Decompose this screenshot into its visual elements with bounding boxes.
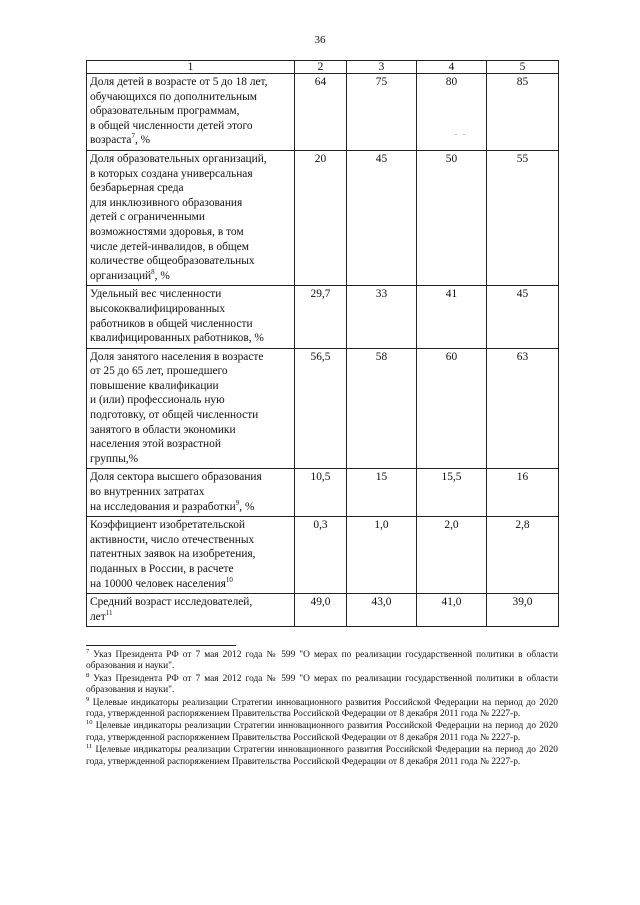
indicator-value: 33 — [347, 286, 417, 348]
indicator-label-line: работников в общей численности — [90, 317, 253, 330]
table-row — [87, 348, 559, 469]
indicator-label-line: Доля образовательных организаций, — [90, 152, 267, 165]
indicator-label-line: группы,% — [90, 452, 139, 465]
indicator-value: 15 — [347, 469, 417, 517]
column-header: 3 — [347, 61, 417, 74]
table-row — [87, 469, 559, 517]
footnote — [86, 721, 558, 744]
scan-speck — [455, 134, 457, 135]
indicator-value: 20 — [295, 150, 347, 285]
indicator-label-line: квалифицированных работников, % — [90, 332, 264, 345]
indicator-unit: , % — [154, 269, 170, 282]
footnote-ref: 9 — [235, 498, 240, 507]
indicator-label-line: в которых создана универсальная — [90, 167, 253, 180]
indicator-label-line: Доля занятого населения в возрасте — [90, 350, 264, 363]
indicator-label-line: образовательным программам, — [90, 105, 240, 118]
indicator-label-line: поданных в России, в расчете — [90, 563, 234, 575]
indicator-label-line: повышение квалификации — [90, 379, 219, 392]
indicator-label-line: в общей численности детей этого — [90, 119, 253, 132]
indicator-label-line: и (или) профессиональ ную — [90, 394, 225, 407]
indicator-unit: , % — [239, 500, 255, 513]
footnote-ref: 8 — [151, 267, 155, 276]
indicator-value: 2,8 — [487, 517, 559, 594]
indicator-value: 41 — [417, 286, 487, 348]
indicator-label-line: активности, число отечественных — [90, 533, 255, 546]
indicator-value: 63 — [487, 348, 559, 469]
footnote — [86, 745, 558, 768]
footnote-ref: 11 — [105, 608, 113, 617]
indicator-value: 16 — [487, 469, 559, 517]
indicator-value: 75 — [347, 74, 417, 151]
indicator-label-line: Коэффициент изобретательской — [90, 519, 246, 532]
footnotes — [86, 645, 558, 769]
table-row — [87, 286, 559, 348]
indicator-value: 41,0 — [417, 594, 487, 627]
column-header: 5 — [487, 61, 559, 74]
indicator-unit: , % — [134, 134, 151, 147]
footnote-number: 9 — [86, 695, 90, 703]
footnote-number: 11 — [86, 743, 93, 751]
indicator-label-line: во внутренних затратах — [90, 486, 205, 499]
footnote-text: Целевые индикаторы реализации Стратегии инновационного развития Российской Федерации на период до 2020 года, утвержденной распоряжением Правительства Российской Федерации от 8 декабря 2011 года № 2227-р. — [86, 745, 558, 767]
footnote-text: Целевые индикаторы реализации Стратегии инновационного развития Российской Федерации на период до 2020 года, утвержденной распоряжением Правительства Российской Федерации от 8 декабря 2011 года № 2227-р. — [86, 721, 558, 743]
indicator-label-line: Доля детей в возрасте от 5 до 18 лет, — [90, 76, 268, 88]
indicator-value: 39,0 — [487, 594, 559, 627]
indicator-label-line: возможностями здоровья, в том — [90, 225, 244, 238]
indicator-label — [87, 150, 295, 285]
indicator-value: 56,5 — [295, 348, 347, 469]
indicator-value: 55 — [487, 150, 559, 285]
indicator-label-line: Доля сектора высшего образования — [90, 471, 262, 484]
page-number: 36 — [314, 34, 326, 46]
indicator-value: 80 — [417, 74, 487, 151]
indicator-label — [87, 469, 295, 517]
indicator-value: 15,5 — [417, 469, 487, 517]
indicator-value: 0,3 — [295, 517, 347, 594]
indicator-value: 1,0 — [347, 517, 417, 594]
indicator-label — [87, 74, 295, 151]
column-header: 1 — [87, 61, 295, 74]
table-row — [87, 74, 559, 151]
indicator-label-line: на исследования и разработки — [90, 500, 236, 513]
indicator-label-line: патентных заявок на изобретения, — [90, 548, 256, 561]
indicator-label-line: количестве общеобразовательных — [90, 255, 255, 268]
table-header-row — [87, 61, 559, 74]
indicator-label-line: занятого в области экономики — [90, 423, 236, 436]
indicator-label-line: лет — [90, 610, 106, 623]
indicator-value: 45 — [487, 286, 559, 348]
indicator-label-line: Удельный вес численности — [90, 288, 222, 301]
footnote-list — [86, 650, 558, 768]
indicator-value: 10,5 — [295, 469, 347, 517]
indicator-label-line: возраста — [90, 134, 132, 147]
indicator-value: 85 — [487, 74, 559, 151]
indicator-value: 43,0 — [347, 594, 417, 627]
indicator-label — [87, 286, 295, 348]
footnote-ref: 7 — [131, 132, 135, 141]
indicator-label-line: высококвалифицированных — [90, 302, 226, 315]
table-row — [87, 594, 559, 627]
indicators-table — [86, 60, 559, 627]
indicator-label-line: безбарьерная среда — [90, 182, 184, 195]
indicator-label-line: от 25 до 65 лет, прошедшего — [90, 365, 228, 378]
indicator-value: 58 — [347, 348, 417, 469]
indicator-label-line: обучающихся по дополнительным — [90, 90, 257, 103]
footnote — [86, 695, 558, 721]
indicator-label-line: детей с ограниченными — [90, 211, 205, 224]
footnote-number: 10 — [86, 719, 93, 727]
footnote-text: Указ Президента РФ от 7 мая 2012 года № 599 "О мерах по реализации государственной политики в области образования и науки". — [86, 650, 558, 672]
indicator-label-line: организаций — [90, 269, 152, 282]
indicator-value: 49,0 — [295, 594, 347, 627]
footnote-rule — [86, 645, 236, 646]
indicator-label — [87, 594, 295, 627]
indicator-value: 60 — [417, 348, 487, 469]
indicator-label-line: Средний возраст исследователей, — [90, 596, 253, 609]
indicator-label-line: подготовку, от общей численности — [90, 409, 259, 422]
table-row — [87, 517, 559, 594]
indicator-value: 45 — [347, 150, 417, 285]
indicator-label-line: на 10000 человек населения — [90, 577, 226, 590]
footnote-number: 7 — [86, 648, 90, 655]
scan-speck — [463, 134, 465, 135]
indicator-label-line: для инклюзивного образования — [90, 196, 243, 209]
footnote-ref: 10 — [225, 575, 233, 584]
indicator-label — [87, 517, 295, 594]
table-row — [87, 150, 559, 285]
table-body — [87, 74, 559, 627]
indicator-value: 64 — [295, 74, 347, 151]
indicator-value: 50 — [417, 150, 487, 285]
indicator-label-line: числе детей-инвалидов, в общем — [90, 240, 249, 253]
footnote-number: 8 — [86, 671, 90, 679]
indicator-label-line: населения этой возрастной — [90, 438, 221, 451]
footnote-text: Указ Президента РФ от 7 мая 2012 года № 599 "О мерах по реализации государственной политики в области образования и науки". — [86, 673, 558, 696]
footnote — [86, 650, 558, 673]
footnote — [86, 671, 558, 697]
footnote-text: Целевые индикаторы реализации Стратегии инновационного развития Российской Федерации на период до 2020 года, утвержденной распоряжением Правительства Российской Федерации от 8 декабря 2011 года № 2227-р. — [86, 697, 558, 720]
indicator-value: 2,0 — [417, 517, 487, 594]
indicator-value: 29,7 — [295, 286, 347, 348]
column-header: 2 — [295, 61, 347, 74]
column-header: 4 — [417, 61, 487, 74]
indicator-label — [87, 348, 295, 469]
